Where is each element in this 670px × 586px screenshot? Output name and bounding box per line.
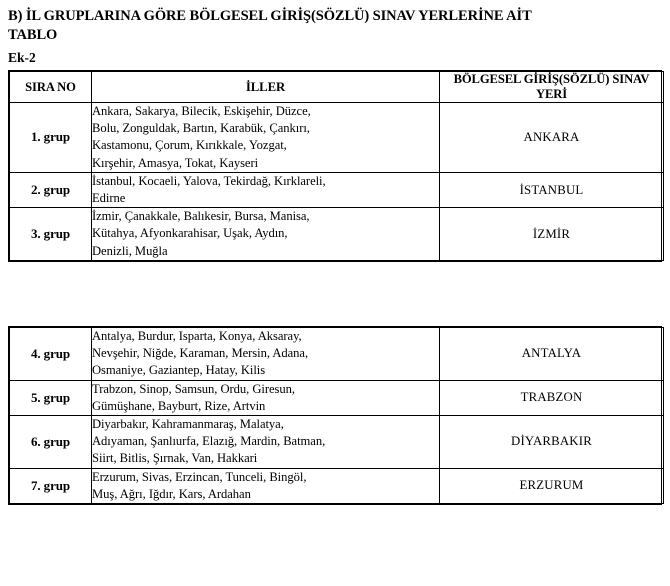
iller-line: Gümüşhane, Bayburt, Rize, Artvin: [92, 398, 266, 413]
table-header-row: [10, 72, 664, 103]
row-iller: [92, 208, 440, 261]
table-block-bottom: [8, 326, 662, 505]
iller-line: Osmaniye, Gaziantep, Hatay, Kilis: [92, 363, 266, 378]
row-sira-no: 4. grup: [10, 328, 92, 381]
table-row: [10, 468, 664, 503]
row-iller: [92, 468, 440, 503]
iller-line: İstanbul, Kocaeli, Yalova, Tekirdağ, Kırklareli,: [92, 173, 326, 188]
iller-line: Diyarbakır, Kahramanmaraş, Malatya,: [92, 417, 284, 432]
page-title: [8, 7, 648, 45]
column-header-iller: İLLER: [92, 72, 440, 103]
row-sira-no: 6. grup: [10, 416, 92, 469]
row-sira-no: 5. grup: [10, 380, 92, 415]
row-sira-no: 1. grup: [10, 103, 92, 173]
iller-line: Bolu, Zonguldak, Bartın, Karabük, Çankırı,: [92, 121, 310, 136]
table-row: [10, 172, 664, 207]
iller-line: Kırşehir, Amasya, Tokat, Kayseri: [92, 155, 259, 170]
iller-line: Denizli, Muğla: [92, 243, 168, 258]
iller-line: Trabzon, Sinop, Samsun, Ordu, Giresun,: [92, 381, 295, 396]
table-header: [10, 72, 664, 103]
row-iller: [92, 380, 440, 415]
annex-label: Ek-2: [8, 50, 36, 65]
table-body-bottom: [10, 328, 664, 504]
table-body-top: [10, 103, 664, 261]
column-header-sinav-yeri-line-1: BÖLGESEL GİRİŞ(SÖZLÜ): [453, 72, 610, 86]
row-sira-no: 2. grup: [10, 172, 92, 207]
column-header-sinav-yeri: [440, 72, 664, 103]
column-header-sira-no: SIRA NO: [10, 72, 92, 103]
iller-line: Antalya, Burdur, Isparta, Konya, Aksaray,: [92, 329, 302, 343]
exam-locations-table-bottom: [9, 327, 664, 504]
table-block-top: [8, 70, 662, 262]
row-iller: [92, 416, 440, 469]
exam-locations-table-top: [9, 71, 664, 261]
iller-line: Kastamonu, Çorum, Kırıkkale, Yozgat,: [92, 138, 287, 153]
row-sira-no: 7. grup: [10, 468, 92, 503]
iller-line: İzmir, Çanakkale, Balıkesir, Bursa, Manisa,: [92, 209, 310, 224]
row-sinav-yeri: İSTANBUL: [440, 172, 664, 207]
row-iller: [92, 172, 440, 207]
row-sinav-yeri: ERZURUM: [440, 468, 664, 503]
iller-line: Kütahya, Afyonkarahisar, Uşak, Aydın,: [92, 226, 288, 241]
table-row: [10, 208, 664, 261]
iller-line: Erzurum, Sivas, Erzincan, Tunceli, Bingöl,: [92, 469, 307, 484]
iller-line: Nevşehir, Niğde, Karaman, Mersin, Adana,: [92, 346, 309, 361]
table-row: [10, 416, 664, 469]
iller-line: Edirne: [92, 191, 126, 206]
iller-line: Ankara, Sakarya, Bilecik, Eskişehir, Düzce,: [92, 104, 311, 118]
row-sinav-yeri: ANTALYA: [440, 328, 664, 381]
row-sinav-yeri: TRABZON: [440, 380, 664, 415]
row-iller: [92, 103, 440, 173]
row-sinav-yeri: ANKARA: [440, 103, 664, 173]
iller-line: Muş, Ağrı, Iğdır, Kars, Ardahan: [92, 486, 251, 501]
table-row: [10, 103, 664, 173]
table-row: [10, 328, 664, 381]
column-header-sinav-yeri-line-2: SINAV YERİ: [535, 72, 650, 101]
iller-line: Siirt, Bitlis, Şırnak, Van, Hakkari: [92, 451, 258, 466]
table-row: [10, 380, 664, 415]
row-sinav-yeri: İZMİR: [440, 208, 664, 261]
page-title-line-2: TABLO: [8, 27, 58, 43]
row-sinav-yeri: DİYARBAKIR: [440, 416, 664, 469]
row-iller: [92, 328, 440, 381]
row-sira-no: 3. grup: [10, 208, 92, 261]
page-title-line-1: B) İL GRUPLARINA GÖRE BÖLGESEL GİRİŞ(SÖZLÜ) SINAV YERLERİNE AİT: [8, 8, 532, 24]
iller-line: Adıyaman, Şanlıurfa, Elazığ, Mardin, Batman,: [92, 434, 326, 449]
